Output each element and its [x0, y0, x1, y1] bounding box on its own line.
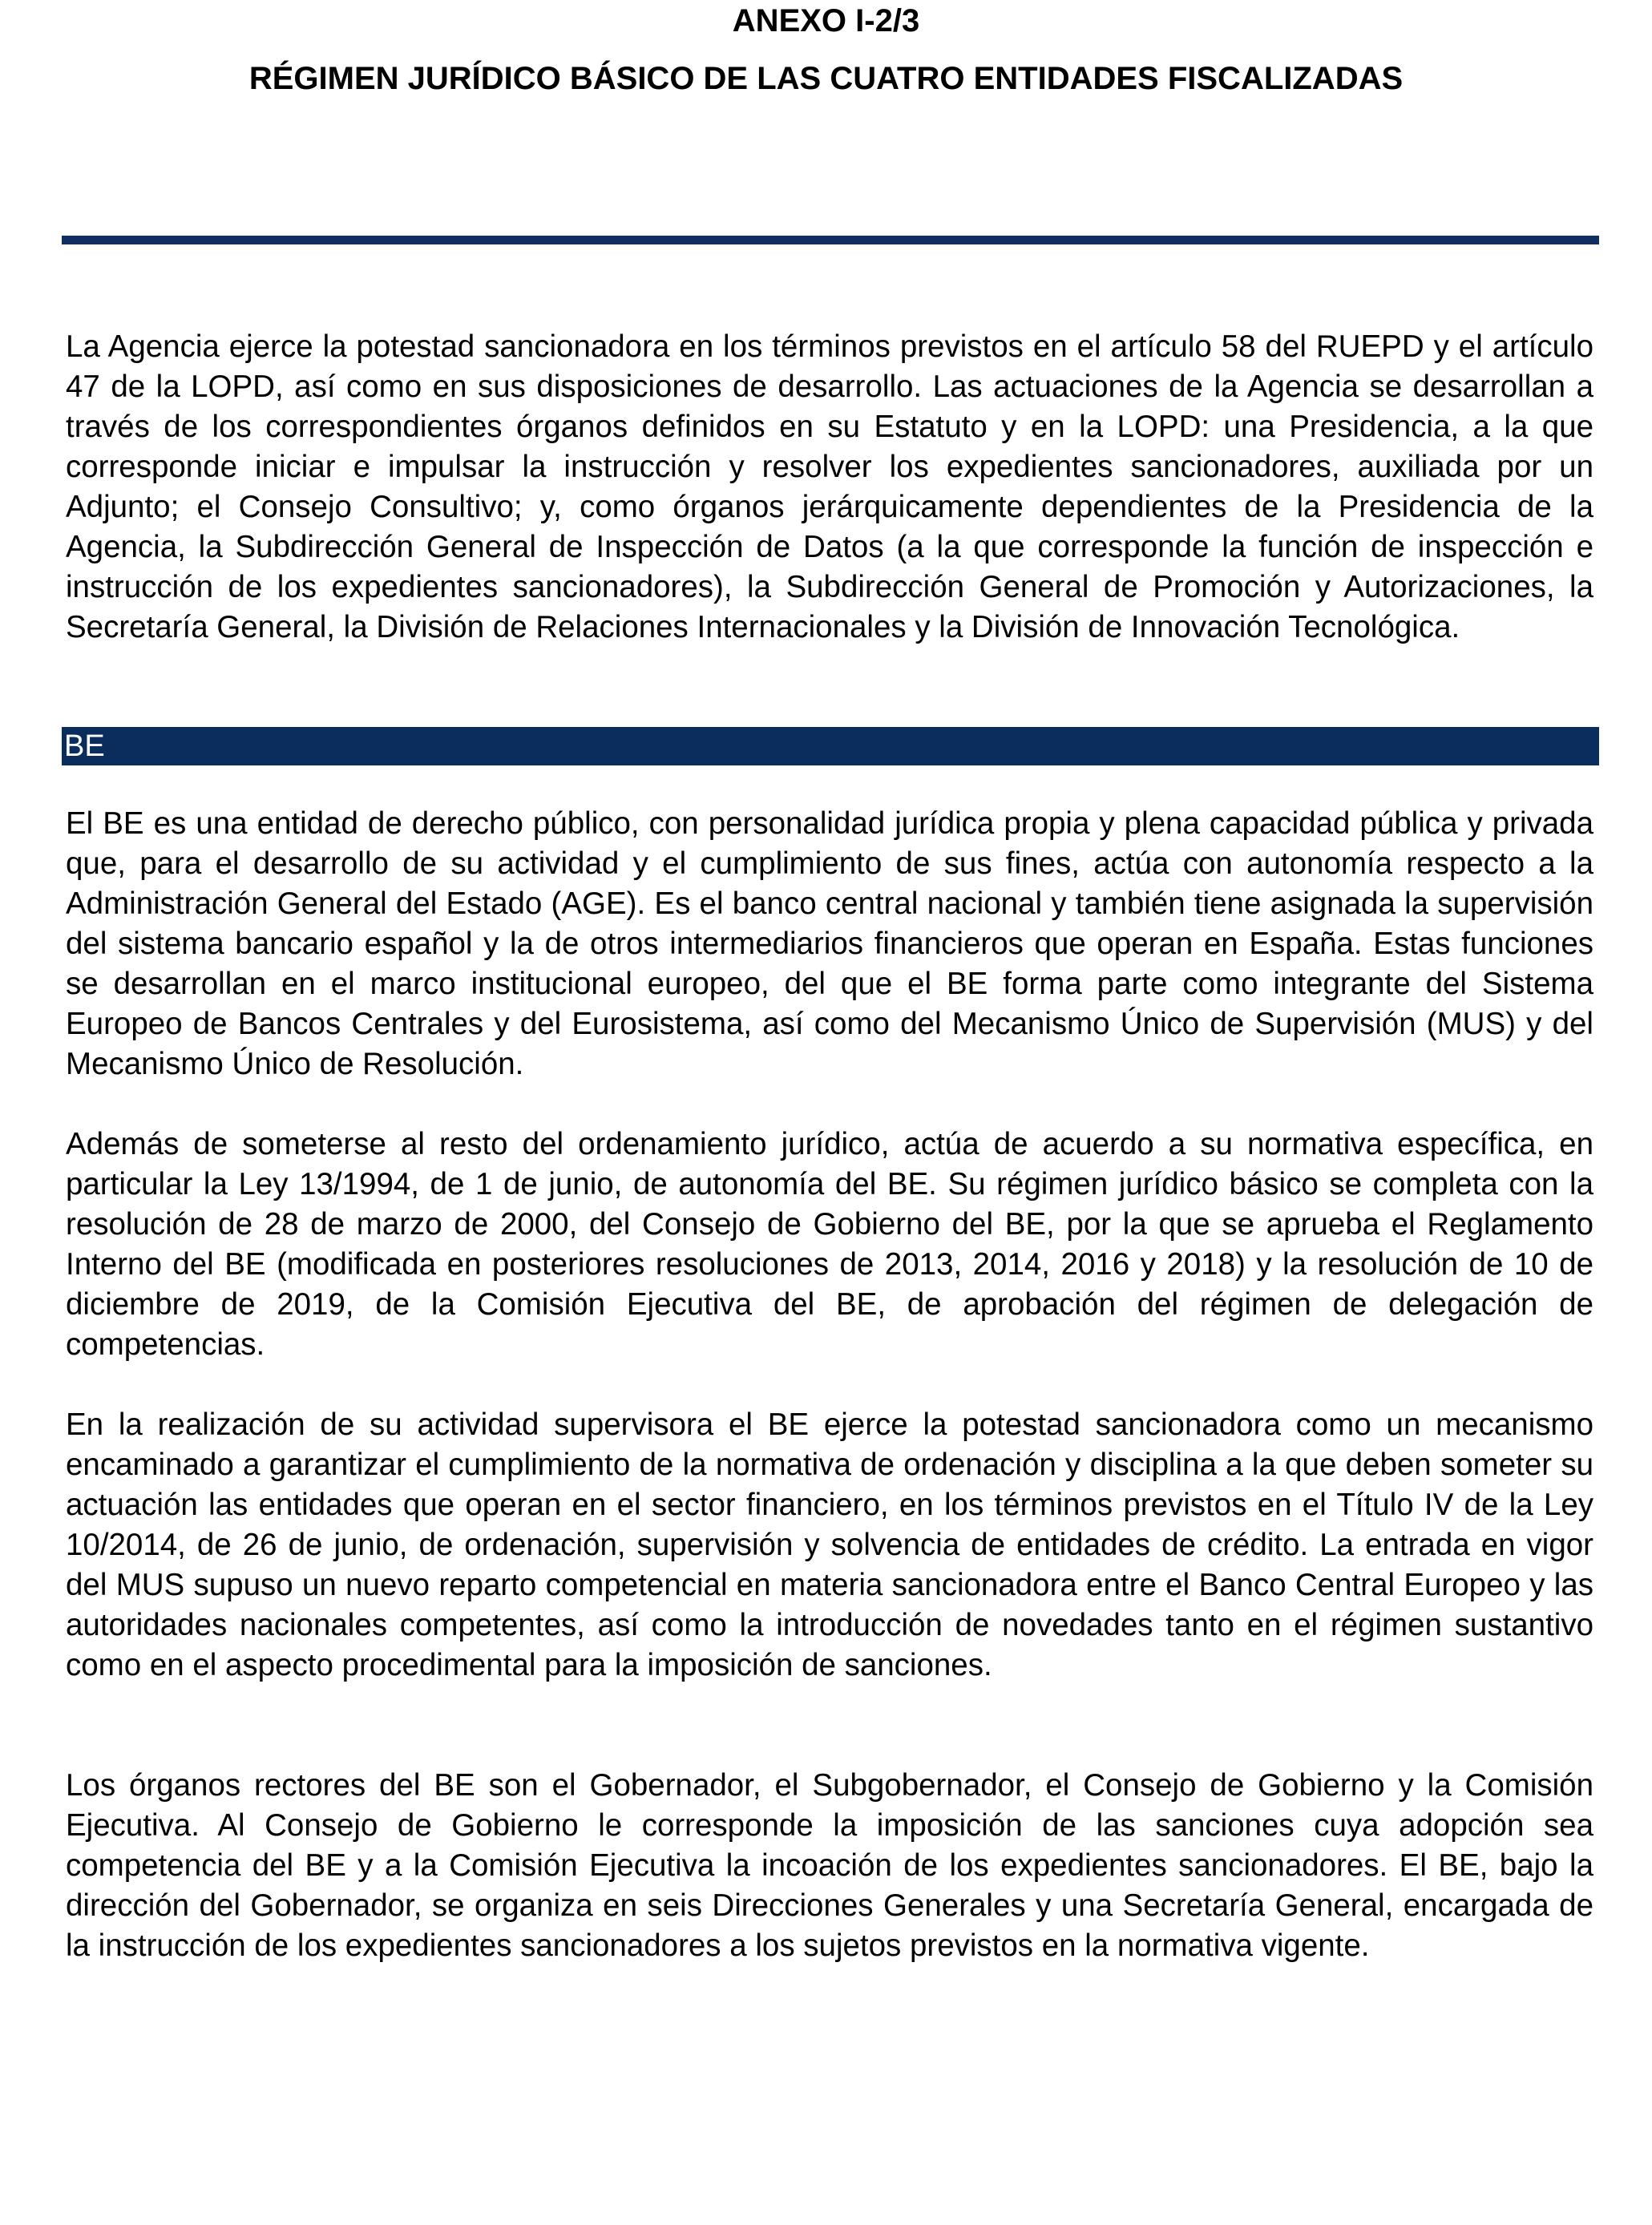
header-divider: [62, 236, 1599, 244]
be-paragraph: Además de someterse al resto del ordenamiento jurídico, actúa de acuerdo a su normativa específica, en particular la Ley 13/1994, de 1 de junio, de autonomía del BE. Su régimen jurídico básico se completa con la resolución de 28 de marzo de 2000, del Consejo de Gobierno del BE, por la que se aprueba el Reglamento Interno del BE (modificada en posteriores resoluciones de 2013, 2014, 2016 y 2018) y la resolución de 10 de diciembre de 2019, de la Comisión Ejecutiva del BE, de aprobación del régimen de delegación de competencias.: [66, 1127, 1593, 1362]
section-heading-be: BE: [64, 729, 105, 763]
page-title: RÉGIMEN JURÍDICO BÁSICO DE LAS CUATRO ENTIDADES FISCALIZADAS: [248, 61, 1404, 96]
be-paragraph: Los órganos rectores del BE son el Gobernador, el Subgobernador, el Consejo de Gobierno y la Comisión Ejecutiva. Al Consejo de Gobierno le corresponde la imposición de las sanciones cuya adopción sea competencia del BE y a la Comisión Ejecutiva la incoación de los expedientes sancionadores. El BE, bajo la dirección del Gobernador, se organiza en seis Direcciones Generales y una Secretaría General, encargada de la instrucción de los expedientes sancionadores a los sujetos previstos en la normativa vigente.: [66, 1768, 1593, 1963]
agency-paragraph: La Agencia ejerce la potestad sancionadora en los términos previstos en el artículo 58 del RUEPD y el artículo 47 de la LOPD, así como en sus disposiciones de desarrollo. Las actuaciones de la Agencia se desarrollan a través de los correspondientes órganos definidos en su Estatuto y en la LOPD: una Presidencia, a la que corresponde iniciar e impulsar la instrucción y resolver los expedientes sancionadores, auxiliada por un Adjunto; el Consejo Consultivo; y, como órganos jerárquicamente dependientes de la Presidencia de la Agencia, la Subdirección General de Inspección de Datos (a la que corresponde la función de inspección e instrucción de los expedientes sancionadores), la Subdirección General de Promoción y Autorizaciones, la Secretaría General, la División de Relaciones Internacionales y la División de Innovación Tecnológica.: [66, 329, 1593, 644]
annex-number: ANEXO I-2/3: [732, 3, 920, 38]
be-paragraph: El BE es una entidad de derecho público, con personalidad jurídica propia y plena capacidad pública y privada que, para el desarrollo de su actividad y el cumplimiento de sus fines, actúa con autonomía respecto a la Administración General del Estado (AGE). Es el banco central nacional y también tiene asignada la supervisión del sistema bancario español y la de otros intermediarios financieros que operan en España. Estas funciones se desarrollan en el marco institucional europeo, del que el BE forma parte como integrante del Sistema Europeo de Bancos Centrales y del Eurosistema, así como del Mecanismo Único de Supervisión (MUS) y del Mecanismo Único de Resolución.: [66, 806, 1593, 1081]
be-paragraph: En la realización de su actividad supervisora el BE ejerce la potestad sancionadora como un mecanismo encaminado a garantizar el cumplimiento de la normativa de ordenación y disciplina a la que deben someter su actuación las entidades que operan en el sector financiero, en los términos previstos en el Título IV de la Ley 10/2014, de 26 de junio, de ordenación, supervisión y solvencia de entidades de crédito. La entrada en vigor del MUS supuso un nuevo reparto competencial en materia sancionadora entre el Banco Central Europeo y las autoridades nacionales competentes, así como la introducción de novedades tanto en el régimen sustantivo como en el aspecto procedimental para la imposición de sanciones.: [66, 1407, 1593, 1682]
section-heading-bar: [62, 727, 1599, 765]
